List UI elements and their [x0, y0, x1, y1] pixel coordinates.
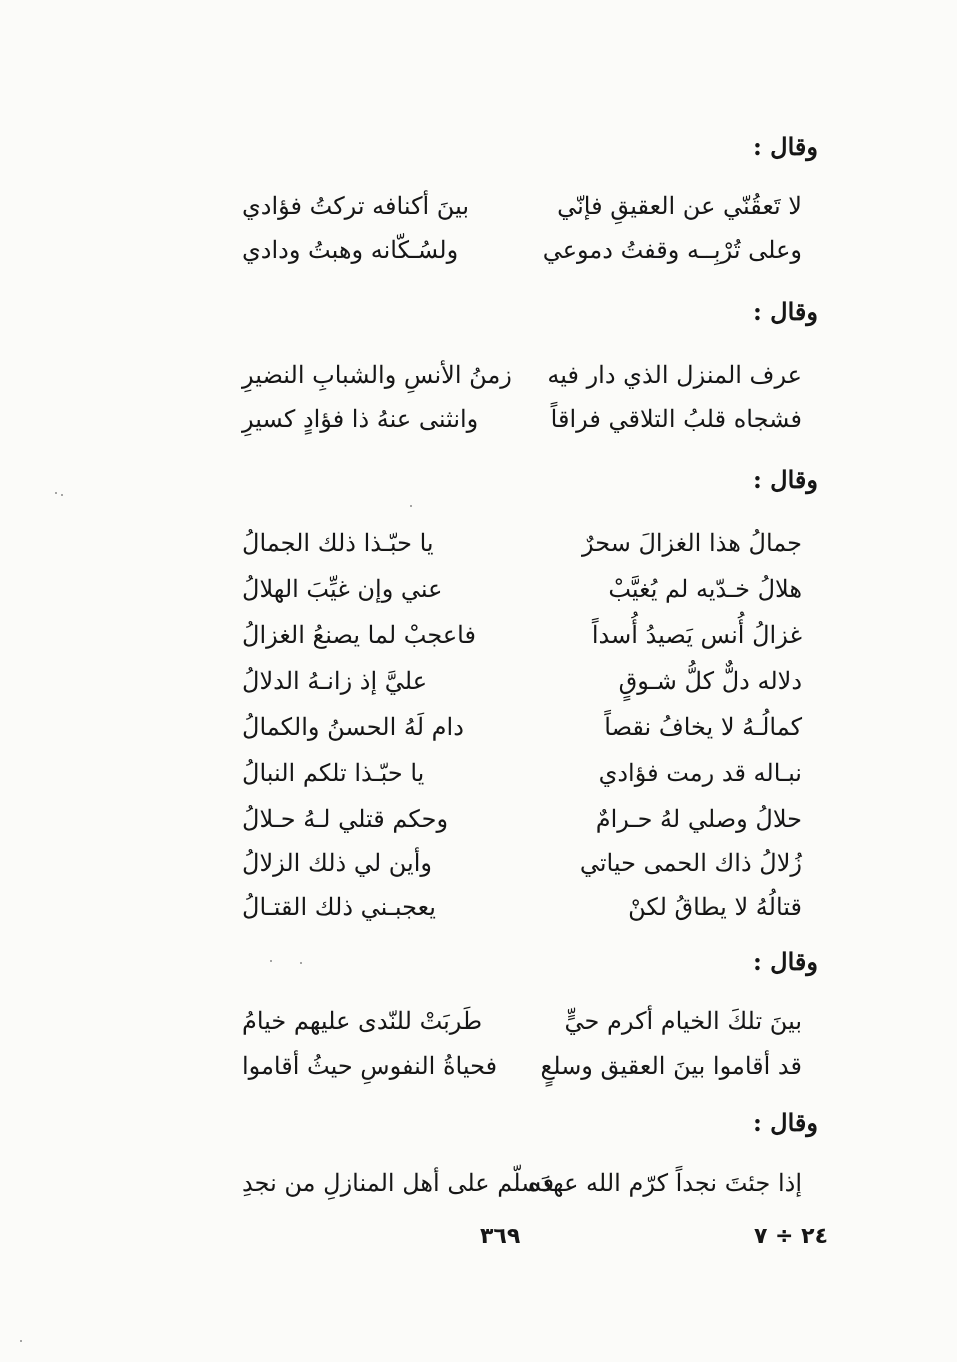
verse-line	[200, 798, 820, 840]
second-hemistich: وحكم قتلي لـهُ حـلالُ	[242, 805, 449, 833]
scan-speck	[20, 1340, 22, 1342]
first-hemistich: حلالُ وصلي لهُ حـرامٌ	[595, 805, 802, 833]
printer-signature: ٢٤ ÷ ٧	[753, 1224, 828, 1249]
second-hemistich: وأين لي ذلك الزلالُ	[242, 849, 432, 877]
verse-line	[200, 568, 820, 610]
verse-line	[200, 398, 820, 440]
second-hemistich: زمنُ الأنسِ والشبابِ النضيرِ	[242, 361, 512, 389]
scan-speck	[55, 492, 57, 494]
first-hemistich: جمالُ هذا الغزالَ سحرٌ	[581, 529, 802, 557]
first-hemistich: قتالُهُ لا يطاقُ لكنْ	[628, 893, 802, 921]
verse-line	[200, 229, 820, 271]
verse-line	[200, 354, 820, 396]
first-hemistich: قد أقاموا بينَ العقيق وسلعٍ	[540, 1052, 802, 1080]
first-hemistich: دلاله دلٌّ كلُّ شـوقٍ	[618, 667, 802, 695]
second-hemistich: فاعجبْ لما يصنعُ الغزالُ	[242, 621, 476, 649]
scan-speck	[410, 505, 412, 507]
first-hemistich: غزالُ أُنس يَصيدُ أُسداً	[591, 621, 802, 649]
first-hemistich: بينَ تلكَ الخيام أكرم حيٍّ	[564, 1007, 802, 1035]
scan-speck	[300, 962, 302, 964]
section-intro-1: وقال :	[752, 132, 818, 161]
verse-line	[200, 1000, 820, 1042]
section-intro-3: وقال :	[752, 465, 818, 494]
first-hemistich: نبـاله قد رمت فؤادي	[598, 759, 802, 787]
second-hemistich: يا حبّـذا ذلك الجمالُ	[242, 529, 434, 557]
verse-line	[200, 1162, 820, 1204]
second-hemistich: فحياةُ النفوسِ حيثُ أقاموا	[242, 1052, 498, 1080]
second-hemistich: دام لَهُ الحسنُ والكمالُ	[242, 713, 464, 741]
second-hemistich: وانثنى عنهُ ذا فؤادٍ كسيرِ	[242, 405, 479, 433]
scan-speck	[61, 494, 63, 496]
first-hemistich: وعلى تُرْبِــه وقفتُ دموعي	[542, 236, 802, 264]
first-hemistich: لا تَعقُنّي عن العقيقِ فإنّي	[557, 192, 802, 220]
verse-line	[200, 522, 820, 564]
verse-line	[200, 706, 820, 748]
scan-speck	[270, 960, 272, 962]
second-hemistich: بينَ أكنافه تركتُ فؤادي	[242, 192, 469, 220]
first-hemistich: إذا جئتَ نجداً كرّم الله عهدَه	[527, 1169, 802, 1197]
first-hemistich: عرف المنزل الذي دار فيه	[547, 361, 802, 389]
verse-line	[200, 660, 820, 702]
first-hemistich: كمالُـهُ لا يخافُ نقصاً	[604, 713, 802, 741]
section-intro-5: وقال :	[752, 1108, 818, 1137]
section-intro-2: وقال :	[752, 297, 818, 326]
first-hemistich: فشجاه قلبُ التلاقي فراقاً	[550, 405, 802, 433]
second-hemistich: عني وإن غيِّبَ الهلالُ	[242, 575, 443, 603]
verse-line	[200, 842, 820, 884]
second-hemistich: طَربَتْ للنّدى عليهم خيامُ	[242, 1007, 483, 1035]
second-hemistich: عليَّ إذ زانـهُ الدلالُ	[242, 667, 428, 695]
verse-line	[200, 614, 820, 656]
second-hemistich: يا حبّـذا تلكم النبالُ	[242, 759, 425, 787]
verse-line	[200, 752, 820, 794]
verse-line	[200, 886, 820, 928]
verse-line	[200, 185, 820, 227]
second-hemistich: يعجبـني ذلك القتـالُ	[242, 893, 436, 921]
verse-line	[200, 1045, 820, 1087]
page-number: ٣٦٩	[480, 1224, 521, 1249]
second-hemistich: فسلّم على أهل المنازلِ من نجدِ	[242, 1169, 555, 1197]
section-intro-4: وقال :	[752, 947, 818, 976]
first-hemistich: هلالُ خـدّيه لم يُغيَّبْ	[608, 575, 802, 603]
second-hemistich: ولسُـكّانه وهبتُ ودادي	[242, 236, 459, 264]
first-hemistich: زُلالُ ذاك الحمى حياتي	[579, 849, 802, 877]
